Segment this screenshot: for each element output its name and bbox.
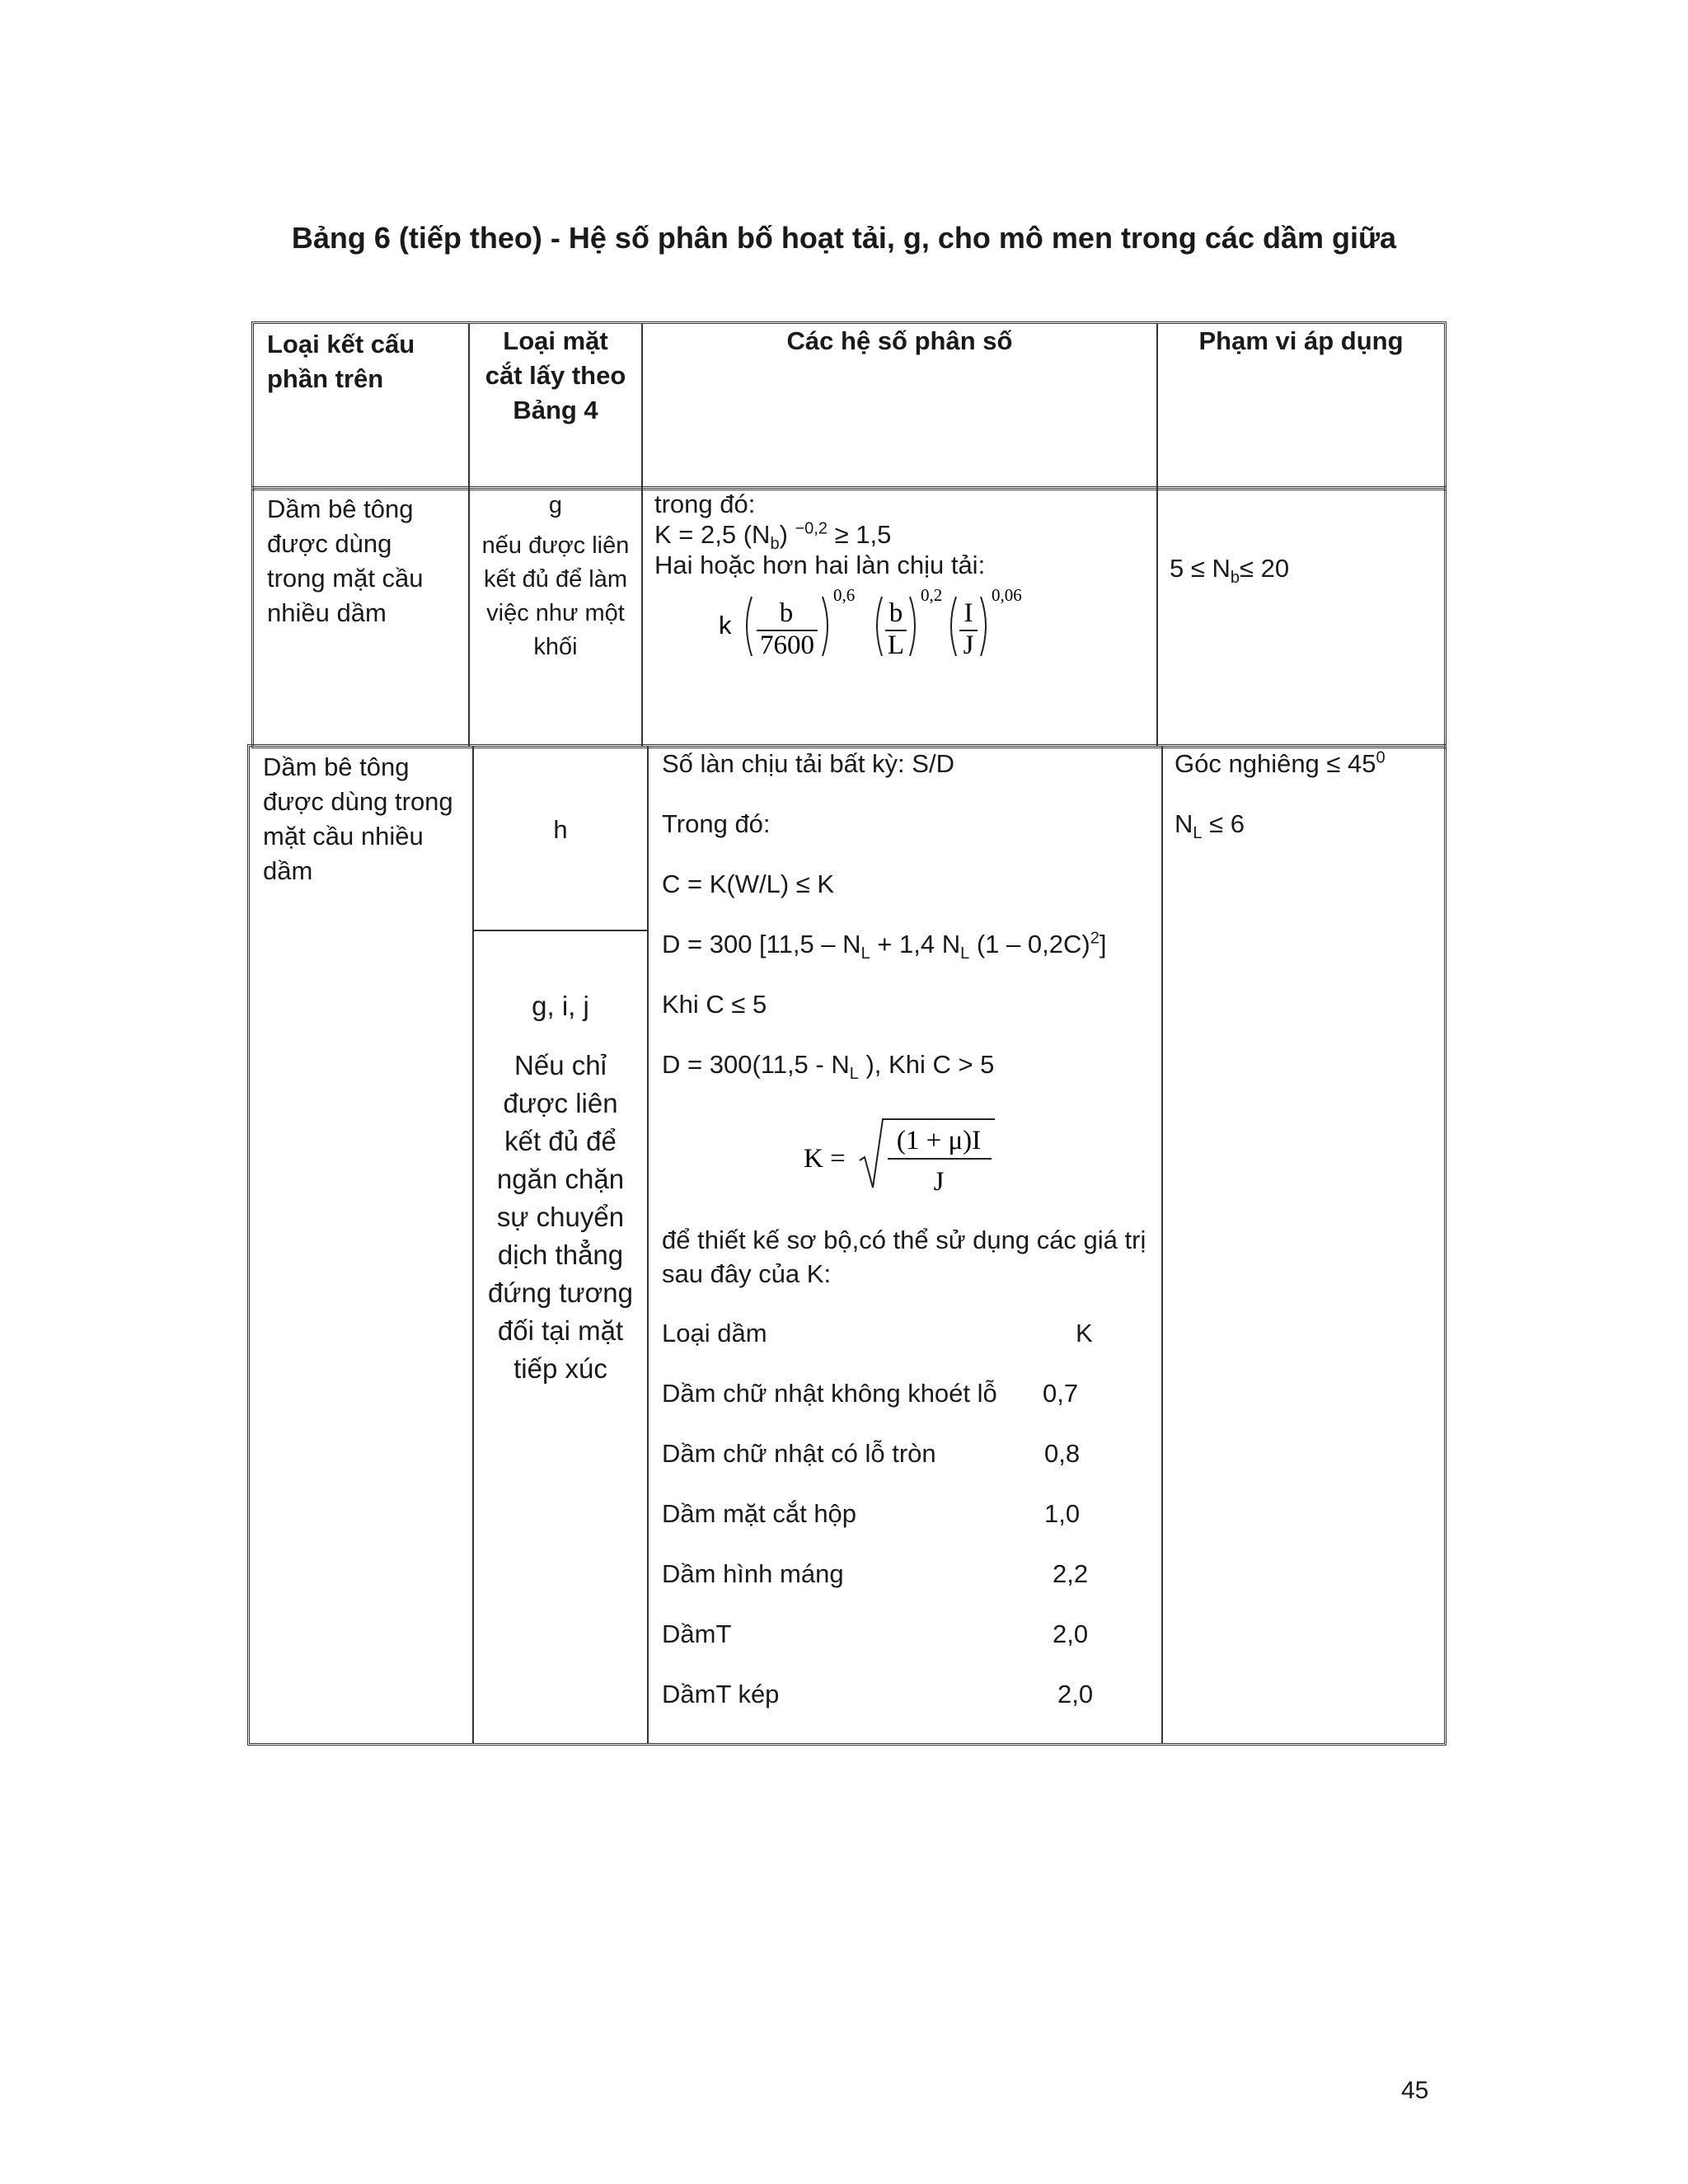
fraction-L: L	[887, 630, 905, 660]
row2-range-skew: Góc nghiêng ≤ $45^0$	[1175, 748, 1386, 778]
row1-section-note: nếu được liên kết đủ để làm việc như một khối	[481, 532, 630, 660]
header-structure: Loại kết cấu phần trên	[254, 324, 470, 488]
fraction-J: J	[963, 630, 974, 660]
page-number: 45	[1401, 2077, 1429, 2104]
row1-section-letter: g	[548, 492, 563, 518]
page-title: Bảng 6 (tiếp theo) - Hệ số phân bố hoạt tải, g, cho mô men trong các dầm giữa	[291, 221, 1397, 255]
row1-trong-do: trong đó:	[654, 490, 756, 518]
k-table-value: 2,2	[1053, 1559, 1089, 1588]
row2-d-formula2: $D = 300(11,5 - N_L$ ), Khi C > 5	[662, 1050, 995, 1084]
row2-range-lanes: $N_L \le 6$	[1175, 809, 1245, 843]
row2-section-gij-cell	[474, 931, 647, 1388]
k-table-type: DầmT kép	[662, 1680, 780, 1708]
k-equals: K =	[804, 1144, 846, 1174]
k-table-value: 0,8	[1044, 1439, 1081, 1468]
k-table-value: 2,0	[1057, 1680, 1094, 1708]
row2-trong-do: Trong đó:	[662, 809, 771, 838]
row1-k-formula: K = 2,5 $(N_b) ^{-0,2} \ge 1,5$	[654, 519, 892, 554]
header-range: Phạm vi áp dụng	[1198, 326, 1404, 355]
k-table-header-type: Loại dầm	[662, 1319, 767, 1347]
exponent-0-06: 0,06	[992, 585, 1022, 605]
k-table-value: 1,0	[1044, 1499, 1081, 1528]
header-coefficients: Các hệ số phân số	[643, 324, 1158, 488]
row2-section-gij: g, i, j	[532, 991, 589, 1021]
row2-k-sqrt-formula	[797, 1109, 1011, 1208]
row1-distribution-formula	[654, 580, 1083, 663]
sqrt-denominator: J	[933, 1167, 945, 1197]
row2-d-formula: D = 300 [$11,5 - N_L + 1,4$ $N_L$ (1 – 0,2C)$^2$]	[662, 929, 1107, 963]
k-table-value: 2,0	[1053, 1619, 1089, 1648]
exponent-0-6: 0,6	[833, 585, 856, 605]
row2-prelim: để thiết kế sơ bộ,có thể sử dụng các giá trị sau đây của K:	[662, 1226, 1146, 1288]
row1-section	[470, 489, 643, 746]
row2-section-h: h	[553, 815, 568, 844]
k-prefix: k	[719, 611, 732, 640]
sqrt-numerator: (1 + μ)I	[896, 1126, 982, 1155]
k-table-value: 0,7	[1043, 1379, 1079, 1408]
row1-range: $5 \le N_b\le 20$	[1170, 554, 1290, 588]
row1-coefficients	[643, 489, 1158, 746]
k-table-type: Dầm chữ nhật không khoét lỗ	[662, 1379, 997, 1408]
header-section: Loại mặt cắt lấy theo Bảng 4	[470, 324, 643, 488]
table-row	[251, 486, 1447, 748]
row1-structure: Dầm bê tông được dùng trong mặt cầu nhiều dầm	[254, 489, 470, 746]
k-table-type: Dầm chữ nhật có lỗ tròn	[662, 1439, 936, 1468]
row2-section-h-cell	[474, 747, 647, 931]
row2-c-formula: C = K(W/L) ≤ K	[662, 869, 835, 898]
k-table-header-k: K	[1076, 1319, 1093, 1347]
k-table-type: Dầm mặt cắt hộp	[662, 1499, 857, 1528]
row2-section-note: Nếu chỉ được liên kết đủ để ngăn chặn sự chuyển dịch thẳng đứng tương đối tại mặt tiếp xúc	[488, 1050, 633, 1384]
fraction-b: b	[779, 598, 794, 628]
table-header	[251, 321, 1447, 490]
row2-section	[474, 747, 649, 1743]
row2-coefficients	[649, 747, 1163, 1743]
fraction-b2: b	[889, 598, 903, 628]
exponent-0-2: 0,2	[921, 585, 943, 605]
row2-any-lanes: Số làn chịu tải bất kỳ: S/D	[662, 749, 954, 778]
fraction-I: I	[964, 598, 973, 628]
row2-range	[1163, 747, 1444, 1743]
row2-when-c-le5: Khi C ≤ 5	[662, 990, 767, 1019]
table-row	[247, 744, 1447, 1746]
row1-two-lanes: Hai hoặc hơn hai làn chịu tải:	[654, 551, 986, 579]
fraction-7600: 7600	[760, 630, 814, 660]
row2-structure: Dầm bê tông được dùng trong mặt cầu nhiều dầm	[250, 747, 474, 1743]
k-table-type: DầmT	[662, 1619, 732, 1648]
k-table-type: Dầm hình máng	[662, 1559, 844, 1588]
